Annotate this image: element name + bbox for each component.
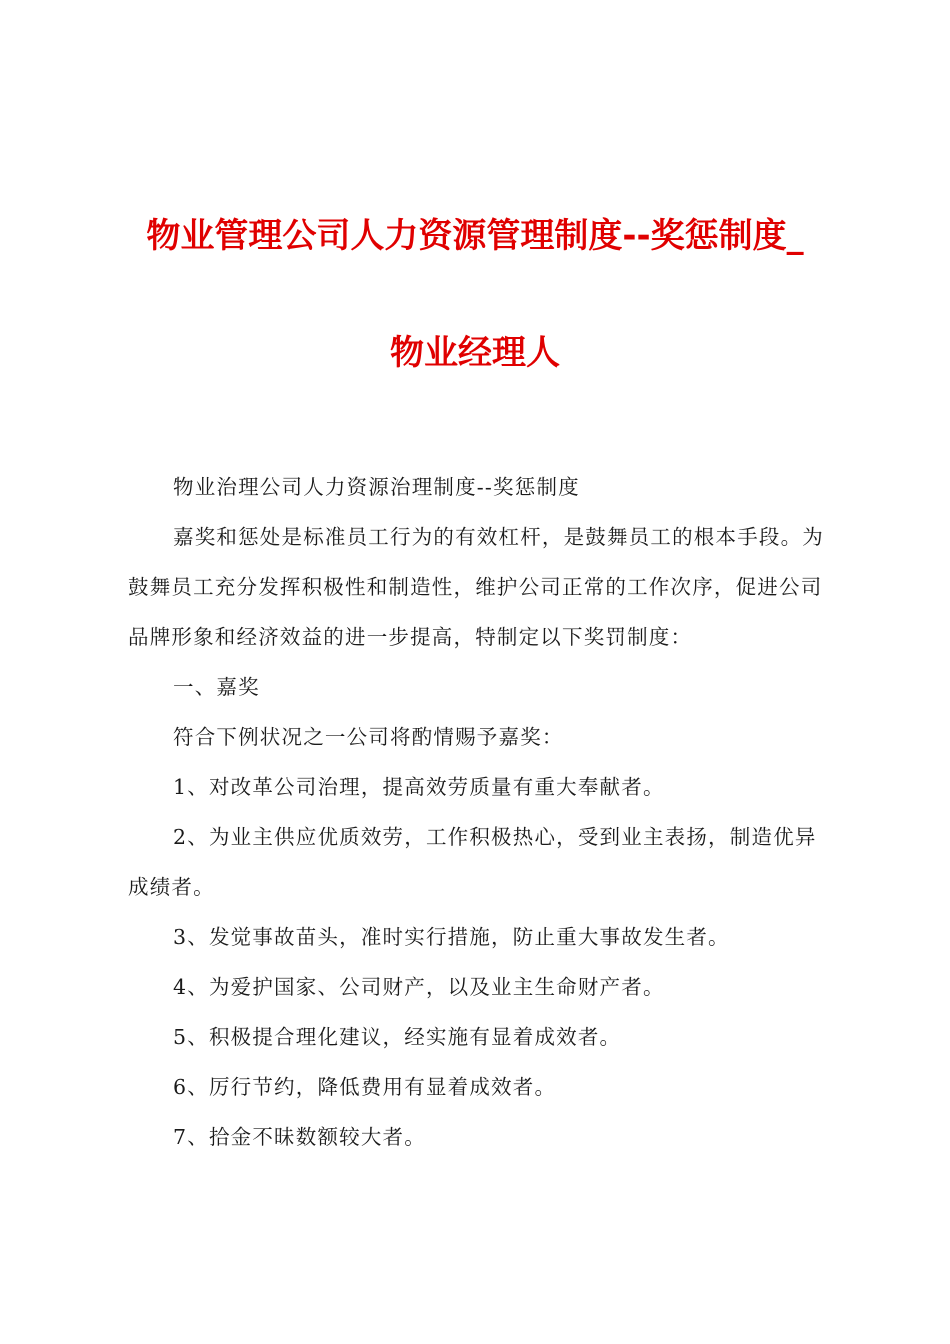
list-item: 6、厉行节约，降低费用有显着成效者。 <box>173 1075 557 1099</box>
list-item: 3、发觉事故苗头，准时实行措施，防止重大事故发生者。 <box>173 925 730 949</box>
document-body <box>128 462 833 1162</box>
section-heading-reward: 一、嘉奖 <box>173 675 260 699</box>
paragraph-intro: 嘉奖和惩处是标准员工行为的有效杠杆，是鼓舞员工的根本手段。为鼓舞员工充分发挥积极性和制造性，维护公司正常的工作次序，促进公司品牌形象和经济效益的进一步提高，特制定以下奖罚制度： <box>128 525 824 649</box>
paragraph-conditions: 符合下例状况之一公司将酌情赐予嘉奖： <box>173 725 564 749</box>
list-item: 2、为业主供应优质效劳，工作积极热心，受到业主表扬，制造优异成绩者。 <box>128 825 817 899</box>
list-item: 4、为爱护国家、公司财产，以及业主生命财产者。 <box>173 975 665 999</box>
document-title-line-2: 物业经理人 <box>390 333 560 373</box>
list-item: 1、对改革公司治理，提高效劳质量有重大奉献者。 <box>173 775 665 799</box>
document-title-line-1: 物业管理公司人力资源管理制度--奖惩制度_ <box>146 216 804 256</box>
paragraph-subtitle: 物业治理公司人力资源治理制度--奖惩制度 <box>173 475 580 499</box>
list-item: 5、积极提合理化建议，经实施有显着成效者。 <box>173 1025 622 1049</box>
list-item: 7、拾金不昧数额较大者。 <box>173 1125 426 1149</box>
